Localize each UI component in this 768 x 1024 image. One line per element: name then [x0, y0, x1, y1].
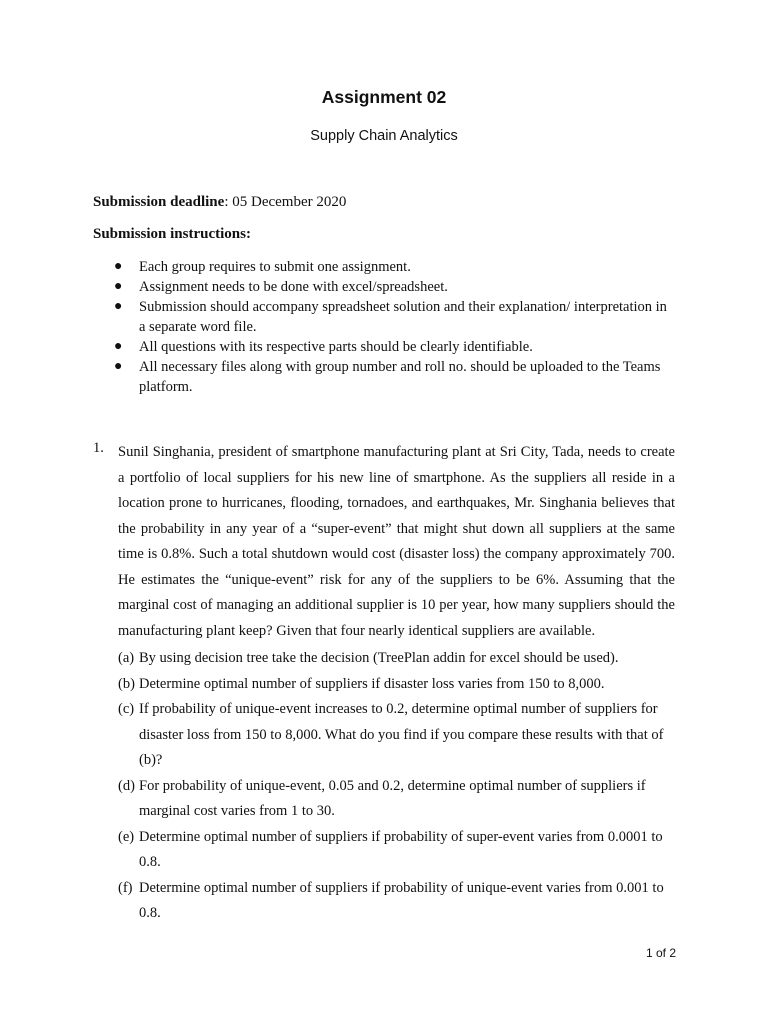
instruction-item: [93, 337, 673, 357]
part-label: (f): [118, 879, 133, 896]
part-text: Determine optimal number of suppliers if disaster loss varies from 150 to 8,000.: [139, 675, 605, 692]
document-subtitle: Supply Chain Analytics: [310, 128, 458, 144]
question-part: [118, 697, 675, 774]
question-part: [118, 876, 675, 927]
document-title: Assignment 02: [321, 87, 447, 107]
part-text: Determine optimal number of suppliers if probability of unique-event varies from 0.001 to 0.8.: [139, 879, 664, 921]
question-part: [118, 646, 675, 672]
question-parts: [118, 646, 675, 927]
bullet-icon: ●: [114, 299, 123, 314]
instruction-text: Assignment needs to be done with excel/spreadsheet.: [139, 279, 448, 295]
deadline-value: : 05 December 2020: [224, 194, 347, 210]
page-number: 1 of 2: [645, 946, 676, 960]
part-label: (c): [118, 701, 135, 717]
instruction-item: [93, 297, 673, 337]
instruction-item: [93, 277, 673, 297]
part-label: (b): [118, 675, 135, 692]
instruction-text: Each group requires to submit one assignment.: [139, 259, 411, 275]
part-label: (a): [118, 650, 135, 666]
part-text: Determine optimal number of suppliers if probability of super-event varies from 0.0001 to 0.8.: [139, 828, 663, 870]
bullet-icon: ●: [114, 259, 123, 274]
question-1: [93, 440, 675, 927]
bullet-icon: ●: [114, 359, 123, 374]
instructions-list: [93, 257, 673, 397]
instruction-text: Submission should accompany spreadsheet solution and their explanation/ interpretation in a separate word file.: [139, 299, 667, 335]
part-text: By using decision tree take the decision (TreePlan addin for excel should be used).: [139, 650, 619, 666]
instruction-text: All necessary files along with group number and roll no. should be uploaded to the Teams platform.: [139, 359, 661, 395]
question-text: Sunil Singhania, president of smartphone manufacturing plant at Sri City, Tada, needs to create a portfolio of local suppliers for his new line of smartphone. As the suppliers all reside in a location prone to hurricanes, flooding, tornadoes, and earthquakes, Mr. Singhania believes that the probability in any year of a “super-event” that might shut down all suppliers at the same time is 0.8%. Such a total shutdown would cost (disaster loss) the company approximately 700. He estimates the “unique-event” risk for any of the suppliers to be 6%. Assuming that the marginal cost of managing an additional supplier is 10 per year, how many suppliers should the manufacturing plant keep? Given that four nearly identical suppliers are available.: [118, 444, 675, 639]
submission-deadline: [93, 194, 346, 211]
question-part: [118, 774, 675, 825]
question-part: [118, 672, 675, 698]
question-number: 1.: [93, 440, 104, 456]
part-text: If probability of unique-event increases to 0.2, determine optimal number of suppliers for disaster loss from 150 to 8,000. What do you find if you compare these results with that of (b)?: [139, 701, 664, 768]
instructions-title: Submission instructions:: [93, 226, 251, 242]
instruction-item: [93, 257, 673, 277]
bullet-icon: ●: [114, 339, 123, 354]
part-label: (e): [118, 828, 135, 845]
part-text: For probability of unique-event, 0.05 and 0.2, determine optimal number of suppliers if marginal cost varies from 1 to 30.: [139, 777, 646, 819]
instruction-item: [93, 357, 673, 397]
deadline-label: Submission deadline: [93, 194, 225, 210]
bullet-icon: ●: [114, 279, 123, 294]
instruction-text: All questions with its respective parts should be clearly identifiable.: [139, 339, 533, 355]
part-label: (d): [118, 777, 135, 794]
question-part: [118, 825, 675, 876]
